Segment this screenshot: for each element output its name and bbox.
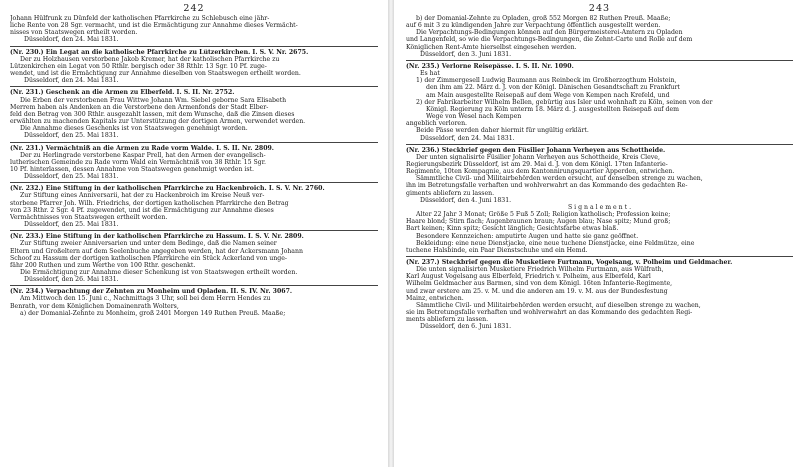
text-line: Es hat <box>420 70 440 78</box>
text-line: angeblich verloren. <box>406 120 468 128</box>
section-divider <box>10 230 378 231</box>
text-line: Düsseldorf, den 6. Juni 1831. <box>420 323 512 331</box>
text-line: fähr 200 Ruthen und zum Werthe von 100 Rthr. geschenkt. <box>10 261 196 269</box>
text-line: den ihm am 22. März d. J. von der Königl. Dänischen Gesandtschaft zu Frankfurt <box>426 84 680 92</box>
text-line: b) der Domanial-Zehnte zu Opladen, groß 552 Morgen 82 Ruthen Preuß. Maaße; <box>416 15 671 22</box>
text-line: Bekleidung: eine neue Dienstjacke, eine neue tuchene Dienstjacke, eine Feldmütze, eine <box>416 239 695 247</box>
text-line: Besondere Kennzeichen: amputirte Augen und hatte sie ganz geöffnet. <box>416 232 639 240</box>
section-divider <box>10 46 378 47</box>
book-gutter <box>388 0 394 467</box>
section-heading: (Nr. 231.) Vermächtniß an die Armen zu Rade vorm Walde. I. S. II. Nr. 2809. <box>10 144 274 152</box>
text-line: 2) der Fabrikarbeiter Wilhelm Bellen, gebürtig aus Isler und wohnhaft zu Köln, seinen von der <box>416 98 713 106</box>
text-line: Alter 22 Jahr 3 Monat; Größe 5 Fuß 5 Zoll; Religion katholisch; Profession keine; <box>416 211 671 219</box>
notice-section <box>406 256 793 331</box>
section-divider <box>10 285 378 286</box>
text-line: erwählten zu machenden Kapitals zur Unterstützung der dortigen Armen, verwendet werden. <box>10 118 306 126</box>
notice-section <box>10 182 378 228</box>
text-line: S i g n a l e m e n t . <box>567 203 632 211</box>
text-line: auf 6 mit 3 zu kündigenden Jahre zur Verpachtung öffentlich ausgestellt werden. <box>406 22 661 30</box>
text-line: feld den Betrag von 300 Rthlr. ausgezahlt lassen, mit dem Wunsche, daß die Zinsen dieses <box>10 110 295 118</box>
section-divider <box>10 182 378 183</box>
text-line: 10 Pf. hinterlassen, dessen Annahme von Staatswegen genehmigt worden ist. <box>10 165 255 173</box>
text-line: Benrath, vor dem Königlichen Domainenrath Wolters, <box>10 302 179 310</box>
section-heading: (Nr. 236.) Steckbrief gegen den Füsilier Johann Verheyen aus Schottheide. <box>406 146 666 154</box>
notice-section <box>10 86 378 139</box>
text-line: Düsseldorf, den 24. Mai 1831. <box>420 134 515 142</box>
text-line: Merrem haben als Andenken an die Verstorbene den Armenfonds der Stadt Elber- <box>10 103 269 111</box>
text-line: Johann Hülfrunk zu Dünfeld der katholischen Pfarrkirche zu Schlebusch eine jähr- <box>10 15 270 22</box>
right-sections <box>406 60 793 331</box>
text-line: sie im Betretungsfalle verhaften und wohlverwahrt an das Kommando des gedachten Regi- <box>406 309 693 317</box>
text-line: Düsseldorf, den 24. Mai 1831. <box>24 36 119 44</box>
text-line: Bart keinen; Kinn spitz; Gesicht länglich; Gesichtsfarbe etwas blaß. <box>406 225 619 233</box>
text-line: giments abliefern zu lassen. <box>406 189 495 197</box>
notice-section <box>406 60 793 142</box>
text-line: a) der Domanial-Zehnte zu Monheim, groß 2401 Morgen 149 Ruthen Preuß. Maaße; <box>20 309 286 317</box>
text-line: Zur Stiftung zweier Anniversarien und unter dem Bedinge, daß die Namen seiner <box>20 240 277 248</box>
section-heading: (Nr. 235.) Verlorne Reisepässe. I. S. II. Nr. 1090. <box>406 62 574 70</box>
text-line: Die Ermächtigung zur Annahme dieser Schenkung ist von Staatswegen ertheilt worden. <box>20 269 298 276</box>
text-line: Die Erben der verstorbenen Frau Wittwe Johann Wm. Siebel geborne Sara Elisabeth <box>20 96 287 104</box>
section-heading: (Nr. 231.) Geschenk an die Armen zu Elberfeld. I. S. II. Nr. 2752. <box>10 89 235 97</box>
text-line: Düsseldorf, den 3. Juni 1831. <box>420 50 512 58</box>
text-line: Sämmtliche Civil- und Militairbehörden werden ersucht, auf denselben strenge zu wachen, <box>416 175 703 183</box>
text-line: Regimente, 10ten Kompagnie, aus dem Kantonnirungsquartier Apperden, entwichen. <box>406 168 675 176</box>
text-line: Düsseldorf, den 25. Mai 1831. <box>24 221 119 229</box>
text-line: und Langenfeld, so wie die Verpachtungs-Bedingungen, die Zehnt-Carte und Rolle auf dem <box>406 36 693 44</box>
text-line: Beide Pässe werden daher hiermit für ungültig erklärt. <box>416 127 589 135</box>
text-line: Die Verpachtungs-Bedingungen können auf den Bürgermeisterei-Ämtern zu Opladen <box>416 29 683 37</box>
text-line: nisses von Staatswegen ertheilt worden. <box>10 29 138 37</box>
text-line: Karl August Vogelsang aus Elberfeld, Friedrich v. Polheim, aus Elberfeld, Karl <box>406 273 651 281</box>
notice-section <box>406 144 793 254</box>
text-line: ments abliefern zu lassen. <box>406 316 489 324</box>
left-top-lines <box>10 15 378 44</box>
text-line: Zur Stiftung eines Anniversarii, hat der zu Hackenbroich im Kreise Neuß ver- <box>20 192 265 200</box>
text-line: 1) der Zimmergesell Ludwig Baumann aus Reinbeck im Großherzogthum Holstein, <box>416 77 677 85</box>
text-line: Eltern und Großeltern auf dem Seelenbuche angegeben werden, hat der Ackersmann Johann <box>10 247 303 255</box>
section-divider <box>406 144 793 145</box>
text-line: Vermächtnisses von Staatswegen ertheilt worden. <box>10 213 168 221</box>
text-line: von 23 Rthr. 2 Sgr. 4 Pf. zugewendet, und ist die Ermächtigung zur Annahme dieses <box>10 206 274 214</box>
text-line: Düsseldorf, den 24. Mai 1831. <box>24 77 119 85</box>
text-line: Der unten signalisirte Füsilier Johann Verheyen aus Schottheide, Kreis Cleve, <box>416 153 660 161</box>
notice-section <box>10 230 378 283</box>
text-line: Regierungsbezirk Düsseldorf, ist am 29. Mai d. J. von dem Königl. 17ten Infanterie- <box>406 160 668 168</box>
text-line: Düsseldorf, den 26. Mai 1831. <box>24 276 119 284</box>
text-line: tuchene Halsbinde, ein Paar Dienstschuhe und ein Hemd. <box>406 246 588 254</box>
text-line: Haare blond; Stirn flach; Augenbraunen braun; Augen blau; Nase spitz; Mund groß; <box>406 218 671 226</box>
notice-section <box>10 285 378 317</box>
right-page <box>398 0 799 467</box>
section-heading: (Nr. 233.) Eine Stiftung in der katholischen Pfarrkirche zu Hassum. I. S. V. Nr. 2809. <box>10 233 304 241</box>
section-divider <box>10 86 378 87</box>
text-line: liche Rente von 28 Sgr. vermacht, und ist die Ermächtigung zur Annahme dieses Vermächt- <box>10 22 298 30</box>
text-line: wendet, und ist die Ermächtigung zur Annahme dieselben von Staatswegen ertheilt worden. <box>10 70 301 78</box>
text-line: storbene Pfarrer Joh. Wilh. Friedrichs, der dortigen katholischen Pfarrkirche den Betrag <box>10 199 289 207</box>
text-line: Mainz, entwichen. <box>406 294 464 302</box>
text-line: Die Annahme dieses Geschenks ist von Staatswegen genehmigt worden. <box>20 125 248 133</box>
text-line: Wege von Wesel nach Kempen <box>426 113 522 121</box>
text-line: Königlichen Rent-Amte hierselbst eingesehen werden. <box>406 43 577 51</box>
text-line: Düsseldorf, den 25. Mai 1831. <box>24 132 119 140</box>
left-sections <box>10 46 378 317</box>
text-line: lutherischen Gemeinde zu Rade vorm Wald ein Vermächtniß von 38 Rthlr. 15 Sgr. <box>10 158 266 166</box>
text-line: Königl. Regierung zu Köln unterm 18. März d. J. ausgestellten Reisepaß auf dem <box>426 105 680 113</box>
right-top-lines <box>406 15 793 58</box>
section-heading: (Nr. 232.) Eine Stiftung in der katholischen Pfarrkirche zu Hackenbroich. I. S. V. Nr. 2760. <box>10 185 325 193</box>
section-divider <box>406 60 793 61</box>
text-line: Düsseldorf, den 25. Mai 1831. <box>24 173 119 181</box>
section-heading: (Nr. 237.) Steckbrief gegen die Musketiere Furtmann, Vogelsang, v. Polheim und Geldmacher. <box>406 259 733 266</box>
section-divider <box>10 142 378 143</box>
text-line: Düsseldorf, den 4. Juni 1831. <box>420 196 512 204</box>
page-number: 243 <box>588 3 611 14</box>
text-line: Die unten signalisirten Musketiere Friedrich Wilhelm Furtmann, aus Wülfrath, <box>416 266 664 274</box>
left-page <box>0 0 384 467</box>
text-line: Wilhelm Geldmacher aus Barmen, sind von dem Königl. 16ten Infanterie-Regimente, <box>406 280 673 288</box>
text-line: Der zu Herlingrade verstorbene Kaspar Prell, hat den Armen der evangelisch- <box>20 151 266 159</box>
text-line: Der zu Holzhausen verstorbene Jakob Kremer, hat der katholischen Pfarrkirche zu <box>20 55 280 63</box>
section-heading: (Nr. 230.) Ein Legat an die katholische Pfarrkirche zu Lützerkirchen. I. S. V. Nr. 2675. <box>10 48 309 56</box>
section-divider <box>406 256 793 257</box>
text-line: ihn im Betretungsfalle verhaften und wohlverwahrt an das Kommando des gedachten Re- <box>406 182 688 190</box>
text-line: Sämmtliche Civil- und Militairbehörden werden ersucht, auf dieselben strenge zu wachen, <box>416 301 701 309</box>
text-line: und zwar erstere am 25. v. M. und die anderen am 19. v. M. aus der Bundesfestung <box>406 287 668 295</box>
section-heading: (Nr. 234.) Verpachtung der Zehnten zu Monheim und Opladen. II. S. IV. Nr. 3067. <box>10 288 293 296</box>
notice-section <box>10 46 378 85</box>
notice-section <box>10 142 378 181</box>
text-line: Lützenkirchen ein Legat von 50 Rthlr. bergisch oder 38 Rthlr. 13 Sgr. 10 Pf. zuge- <box>10 62 267 70</box>
text-line: am Main ausgestellte Reisepaß auf dem Wege von Kempen nach Krefeld, und <box>426 91 670 99</box>
page-number: 242 <box>183 3 205 14</box>
text-line: Am Mittwoch den 15. Juni c., Nachmittags 3 Uhr, soll bei dem Herrn Hendes zu <box>20 295 271 303</box>
text-line: Schoof zu Hassum der dortigen katholischen Pfarrkirche ein Stück Ackerland von unge- <box>10 254 287 262</box>
